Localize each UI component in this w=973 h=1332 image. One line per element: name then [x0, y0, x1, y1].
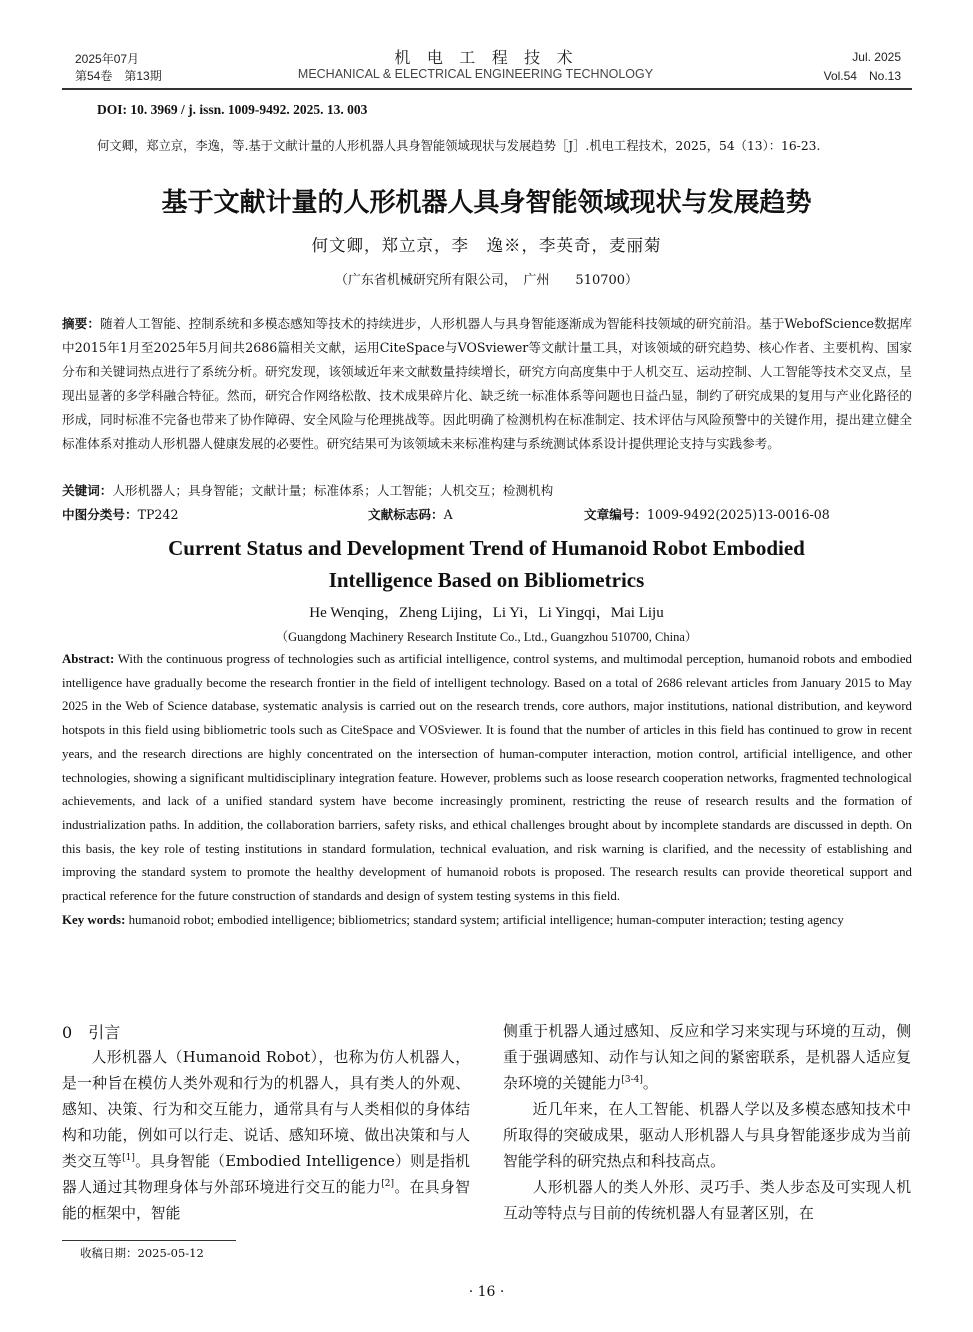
title-en-line2: Intelligence Based on Bibliometrics: [328, 568, 645, 592]
section-number: 0: [62, 1023, 73, 1042]
section-title: 引言: [88, 1023, 121, 1042]
header-volume-en: Vol.54 No.13: [823, 69, 901, 83]
body-text: 侧重于机器人通过感知、反应和学习来实现与环境的互动，侧重于强调感知、动作与认知之间的紧密联系，是机器人适应复杂环境的关键能力: [503, 1023, 911, 1092]
abstract-cn-label: 摘要：: [62, 316, 101, 331]
body-text: 人形机器人（Humanoid Robot），也称为仿人机器人，是一种旨在模仿人类外观和行为的机器人，具有类人的外观、感知、决策、行为和交互能力，通常具有与人类相似的身体结构和功能，例如可以行走、说话、感知环境、做出决策和与人类交互等: [62, 1049, 470, 1170]
authors-en: He Wenqing，Zheng Lijing，Li Yi，Li Yingqi，Mai Liju: [309, 605, 664, 621]
clc-label: 中图分类号：: [62, 507, 138, 522]
article-number-value: 1009-9492(2025)13-0016-08: [646, 507, 830, 522]
abstract-en: [62, 648, 912, 932]
keywords-en-label: Key words:: [62, 912, 126, 927]
body-paragraph: [503, 1019, 911, 1097]
citation-ref[interactable]: [1]: [122, 1153, 135, 1164]
header-rule: [62, 88, 912, 90]
abstract-cn: [62, 312, 912, 456]
clc-number: [62, 504, 178, 523]
keywords-cn-text: 人形机器人；具身智能；文献计量；标准体系；人工智能；人机交互；检测机构: [112, 483, 554, 498]
article-number-label: 文章编号：: [584, 507, 647, 522]
section-heading: [62, 1020, 120, 1043]
clc-value: TP242: [137, 507, 179, 522]
citation-ref[interactable]: [3-4]: [621, 1075, 643, 1086]
received-date: 收稿日期：2025-05-12: [80, 1246, 204, 1260]
header-date-cn: 2025年07月: [75, 52, 140, 66]
citation-ref[interactable]: [2]: [381, 1179, 394, 1190]
authors-cn: 何文卿，郑立京，李 逸※，李英奇，麦丽菊: [311, 236, 662, 255]
body-column-left: [62, 1045, 470, 1227]
keywords-cn-label: 关键词：: [62, 483, 113, 498]
abstract-en-text: With the continuous progress of technologies such as artificial intelligence, control systems, and multimodal perception, humanoid robots and embodied intelligence have gradually become the research frontier in the field of intelligent technology. Based on a total of 2686 relevant articles from January 2015 to May 2025 in the Web of Science database, systematic analysis is carried out on the research trends, core authors, major institutions, national distribution, and keyword hotspots in this field using bibliometric tools such as CiteSpace and VOSviewer. It is found that the number of articles in this field has continued to grow in recent years, and the research directions are highly concentrated on the intersection of human-computer interaction, motion control, artificial intelligence, and other technologies, showing a significant multidisciplinary integration feature. However, problems such as loose research cooperation networks, fragmented technological achievements, and lack of a unified standard system have become increasingly prominent, restricting the reuse of research results and the formation of industrialization paths. In addition, the collaboration barriers, safety risks, and ethical challenges brought about by incomplete standards are discussed in depth. On this basis, the key role of testing institutions in standard formulation, technical evaluation, and risk warning is clarified, and the necessity of establishing and improving the standard system to promote the healthy development of humanoid robots is proposed. The research results can provide theoretical support and practical reference for the future construction of standards and design of system testing systems in this field.: [62, 652, 912, 904]
doi: DOI: 10. 3969 / j. issn. 1009-9492. 2025. 13. 003: [97, 102, 368, 117]
title-en-line1: Current Status and Development Trend of Humanoid Robot Embodied: [168, 536, 805, 560]
body-text: 。具身智能（Embodied Intelligence）则是指机器人通过其物理身体与外部环境进行交互的能力: [62, 1153, 470, 1196]
body-paragraph: 人形机器人的类人外形、灵巧手、类人步态及可实现人机互动等特点与目前的传统机器人有显著区别，在: [503, 1179, 911, 1222]
body-text: 。在具身智能的框架中，智能: [62, 1179, 470, 1222]
header-volume-cn: 第54卷 第13期: [75, 69, 162, 83]
abstract-cn-text: 随着人工智能、控制系统和多模态感知等技术的持续进步，人形机器人与具身智能逐渐成为智能科技领域的研究前沿。基于WebofScience数据库中2015年1月至2025年5月间共2686篇相关文献，运用CiteSpace与VOSviewer等文献计量工具，对该领域的研究趋势、核心作者、主要机构、国家分布和关键词热点进行了系统分析。研究发现，该领域近年来文献数量持续增长，研究方向高度集中于人机交互、运动控制、人工智能等技术交叉点，呈现出显著的多学科融合特征。然而，研究合作网络松散、技术成果碎片化、缺乏统一标准体系等问题也日益凸显，制约了研究成果的复用与产业化路径的形成，同时标准不完备也带来了协作障碍、安全风险与伦理挑战等。因此明确了检测机构在标准制定、技术评估与风险预警中的关键作用，提出建立健全标准体系对推动人形机器人健康发展的必要性。研究结果可为该领域未来标准构建与系统测试体系设计提供理论支持与实践参考。: [62, 316, 912, 451]
header-date-en: Jul. 2025: [852, 50, 901, 64]
footnote-rule: [62, 1240, 236, 1241]
body-text: 。: [642, 1075, 658, 1092]
title-cn: 基于文献计量的人形机器人具身智能领域现状与发展趋势: [161, 188, 812, 218]
document-code: [368, 504, 453, 523]
body-paragraph: 近几年来，在人工智能、机器人学以及多模态感知技术中所取得的突破成果，驱动人形机器人与具身智能逐步成为当前智能学科的研究热点和科技高点。: [503, 1101, 911, 1170]
article-number: [584, 504, 830, 523]
keywords-cn: [62, 480, 553, 499]
page-number: · 16 ·: [468, 1284, 505, 1300]
keywords-en: [62, 909, 912, 933]
doc-code-value: A: [443, 507, 453, 522]
keywords-en-text: humanoid robot; embodied intelligence; bibliometrics; standard system; artificial intelligence; human-computer interaction; testing agency: [128, 912, 844, 927]
journal-name-en: MECHANICAL & ELECTRICAL ENGINEERING TECHNOLOGY: [297, 67, 654, 81]
citation: 何文卿，郑立京，李逸，等.基于文献计量的人形机器人具身智能领域现状与发展趋势［J］.机电工程技术，2025，54（13）：16-23.: [97, 139, 821, 153]
body-paragraph: [62, 1045, 470, 1227]
doc-code-label: 文献标志码：: [368, 507, 444, 522]
journal-name-cn: 机 电 工 程 技 术: [394, 50, 579, 67]
abstract-en-label: Abstract:: [62, 652, 115, 666]
affiliation-cn: （广东省机械研究所有限公司， 广州 510700）: [334, 273, 639, 288]
affiliation-en: （Guangdong Machinery Research Institute Co., Ltd., Guangzhou 510700, China）: [275, 630, 698, 644]
body-column-right: [503, 1019, 911, 1227]
